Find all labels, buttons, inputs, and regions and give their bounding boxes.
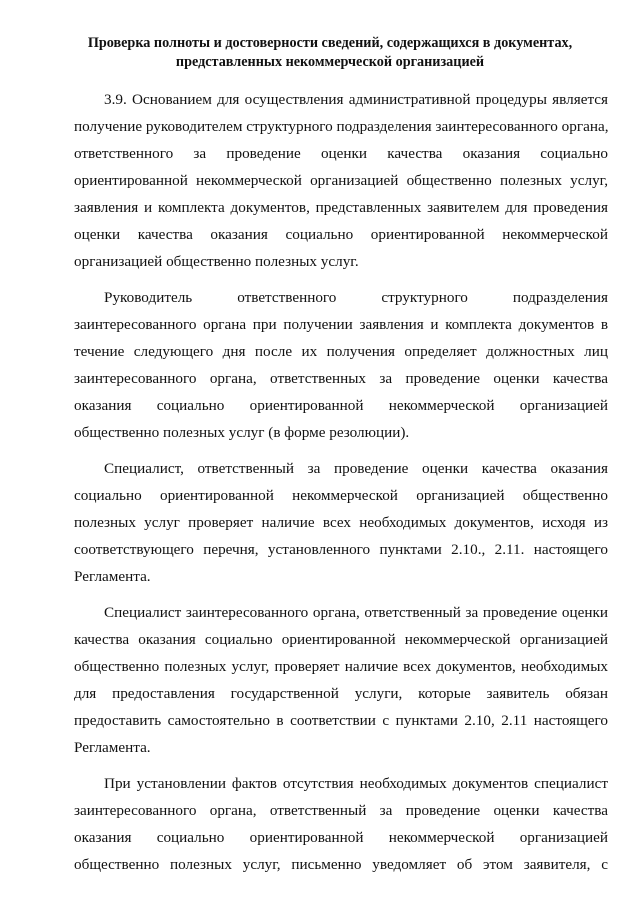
paragraph-3-9: [74, 86, 608, 275]
text-line: Специалист, ответственный за проведение оценки качества оказания: [104, 460, 608, 477]
text-line: предоставить самостоятельно в соответствии с пунктами 2.10, 2.11 настоящего: [74, 712, 608, 729]
text-line: соответствующего перечня, установленного пунктами 2.10., 2.11. настоящего: [74, 541, 608, 558]
text-line: ответственного за проведение оценки качества оказания социально: [74, 145, 608, 162]
text-line: Специалист заинтересованного органа, ответственный за проведение оценки: [104, 604, 608, 621]
text-line: общественно полезных услуг (в форме резолюции).: [74, 424, 410, 441]
text-line: для предоставления государственной услуги, которые заявитель обязан: [74, 685, 608, 702]
text-line: организацией общественно полезных услуг.: [74, 253, 359, 270]
text-line: течение следующего дня после их получения определяет должностных лиц: [74, 343, 608, 360]
text-line: При установлении фактов отсутствия необходимых документов специалист: [104, 775, 608, 792]
text-line: оказания социально ориентированной некоммерческой организацией: [74, 397, 608, 414]
document-body: [74, 86, 608, 878]
text-line: ориентированной некоммерческой организацией общественно полезных услуг,: [74, 172, 608, 189]
text-line: Регламента.: [74, 568, 151, 585]
text-line: 3.9. Основанием для осуществления административной процедуры является: [104, 91, 608, 108]
text-line: заинтересованного органа, ответственный за проведение оценки качества: [74, 802, 608, 819]
title-line-1: Проверка полноты и достоверности сведений, содержащихся в документах,: [87, 35, 573, 51]
title-line-2: представленных некоммерческой организацией: [175, 54, 485, 70]
text-line: общественно полезных услуг, письменно уведомляет об этом заявителя, с: [74, 856, 608, 873]
text-line: Регламента.: [74, 739, 151, 756]
text-line: оказания социально ориентированной некоммерческой организацией: [74, 829, 608, 846]
paragraph-missing-documents: [74, 770, 608, 878]
text-line: качества оказания социально ориентированной некоммерческой организацией: [74, 631, 608, 648]
document-title: [60, 34, 600, 72]
paragraph-specialist-check: [74, 455, 608, 590]
text-line: заинтересованного органа при получении заявления и комплекта документов в: [74, 316, 608, 333]
text-line: общественно полезных услуг, проверяет наличие всех документов, необходимых: [74, 658, 608, 675]
text-line: Руководитель ответственного структурного подразделения: [104, 289, 608, 306]
paragraph-specialist-documents: [74, 599, 608, 761]
paragraph-head-of-unit: [74, 284, 608, 446]
text-line: заявления и комплекта документов, представленных заявителем для проведения: [74, 199, 608, 216]
text-line: получение руководителем структурного подразделения заинтересованного органа,: [74, 118, 608, 135]
text-line: заинтересованного органа, ответственных за проведение оценки качества: [74, 370, 608, 387]
text-line: полезных услуг проверяет наличие всех необходимых документов, исходя из: [74, 514, 608, 531]
text-line: оценки качества оказания социально ориентированной некоммерческой: [74, 226, 608, 243]
text-line: социально ориентированной некоммерческой организацией общественно: [74, 487, 608, 504]
